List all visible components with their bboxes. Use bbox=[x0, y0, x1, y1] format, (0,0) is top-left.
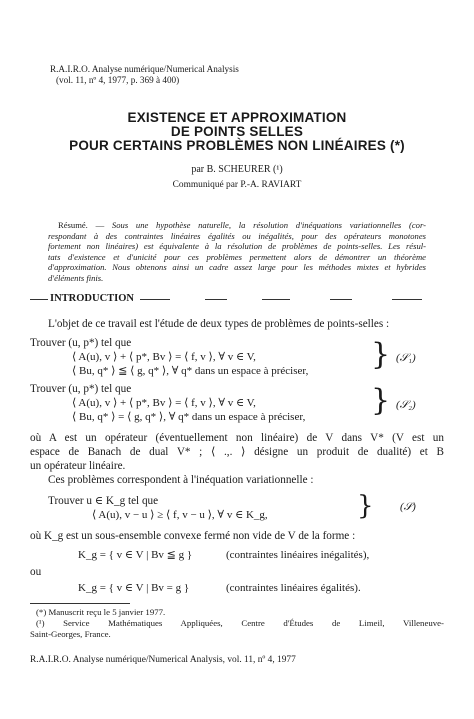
section-rule-left bbox=[30, 299, 48, 300]
problem1-eq1: ⟨ A(u), v ⟩ + ⟨ p*, Bv ⟩ = ⟨ f, v ⟩, ∀ v ∈ V, bbox=[72, 351, 256, 363]
journal-header-line2: (vol. 11, nº 4, 1977, p. 369 à 400) bbox=[56, 75, 180, 85]
footnote-1: (*) Manuscrit reçu le 5 janvier 1977. bbox=[36, 607, 166, 617]
intro-sentence: L'objet de ce travail est l'étude de deux types de problèmes de points-selles : bbox=[48, 318, 390, 330]
section-rule-dash bbox=[262, 299, 290, 300]
section-rule-dash bbox=[330, 299, 352, 300]
abstract-line bbox=[48, 220, 426, 231]
problem3-tag: (𝒮) bbox=[400, 501, 416, 513]
abstract-label: Résumé. — bbox=[58, 220, 105, 230]
problem2-brace: } bbox=[371, 383, 391, 418]
body-line: où A est un opérateur (éventuellement non linéaire) de V dans V* (V est un bbox=[30, 432, 444, 444]
communicated-by: Communiqué par P.-A. RAVIART bbox=[172, 180, 302, 190]
page-footer: R.A.I.R.O. Analyse numérique/Numerical Analysis, vol. 11, nº 4, 1977 bbox=[30, 655, 296, 665]
body-line: un opérateur linéaire. bbox=[30, 460, 126, 472]
section-rule-dash bbox=[140, 299, 170, 300]
problem2-eq1: ⟨ A(u), v ⟩ + ⟨ p*, Bv ⟩ = ⟨ f, v ⟩, ∀ v ∈ V, bbox=[72, 397, 256, 409]
problem1-tag: (𝒮₁) bbox=[396, 352, 416, 364]
abstract-text: Sous une hypothèse naturelle, la résolution d'inéquations variationnelles (cor- bbox=[111, 220, 427, 230]
problem1-find: Trouver (u, p*) tel que bbox=[30, 337, 132, 349]
or-word: ou bbox=[30, 566, 42, 578]
body-line: espace de Banach de dual V* ; ⟨ .,. ⟩ désigne un produit de dualité) et B bbox=[30, 446, 444, 458]
problem3-find: Trouver u ∈ K_g tel que bbox=[48, 495, 159, 507]
section-title: INTRODUCTION bbox=[50, 293, 135, 304]
problem2-find: Trouver (u, p*) tel que bbox=[30, 383, 132, 395]
kg-inequality: K_g = { v ∈ V | Bv ≦ g } bbox=[78, 549, 193, 561]
footnote-rule bbox=[30, 603, 130, 604]
body-line: où K_g est un sous-ensemble convexe fermé non vide de V de la forme : bbox=[30, 530, 356, 542]
footnote-2-line1: (¹) Service Mathématiques Appliquées, Centre d'Études de Limeil, Villeneuve- bbox=[36, 618, 444, 628]
abstract-line: d'éléments finis. bbox=[48, 272, 104, 283]
title-line2: DE POINTS SELLES bbox=[170, 124, 304, 139]
problem3-eq1: ⟨ A(u), v − u ⟩ ≥ ⟨ f, v − u ⟩, ∀ v ∈ K_g, bbox=[92, 509, 268, 521]
author-line: par B. SCHEURER (¹) bbox=[191, 164, 283, 175]
abstract-line: fortement non linéaires) est équivalente à la résolution de problèmes de points-selles. Les résul- bbox=[48, 241, 426, 252]
title-line1: EXISTENCE ET APPROXIMATION bbox=[127, 110, 347, 125]
abstract-block bbox=[48, 220, 426, 284]
problem1-brace: } bbox=[371, 337, 391, 372]
abstract-line: tats d'existence et d'unicité pour ces problèmes permettent alors de démontrer un théorème bbox=[48, 251, 426, 262]
section-rule-dash bbox=[392, 299, 422, 300]
abstract-line: respondant à des contraintes linéaires égalités ou inégalités, pour des opérateurs monotones bbox=[48, 230, 426, 241]
problem2-eq2: ⟨ Bu, q* ⟩ = ⟨ g, q* ⟩, ∀ q* dans un espace à préciser, bbox=[72, 411, 306, 423]
kg-equality: K_g = { v ∈ V | Bv = g } bbox=[78, 582, 190, 594]
problem2-tag: (𝒮₂) bbox=[396, 399, 416, 411]
title-line3: POUR CERTAINS PROBLÈMES NON LINÉAIRES (*) bbox=[69, 138, 405, 153]
journal-header-line1: R.A.I.R.O. Analyse numérique/Numerical Analysis bbox=[50, 64, 239, 74]
section-rule-dash bbox=[205, 299, 227, 300]
abstract-line: d'approximation. Nous obtenons ainsi un cadre assez large pour les méthodes mixtes et hybrides bbox=[48, 262, 426, 273]
problem3-brace: } bbox=[357, 491, 374, 521]
kg-equality-note: (contraintes linéaires égalités). bbox=[226, 582, 361, 594]
body-line: Ces problèmes correspondent à l'inéquation variationnelle : bbox=[48, 474, 314, 486]
problem1-eq2: ⟨ Bu, q* ⟩ ≦ ⟨ g, q* ⟩, ∀ q* dans un espace à préciser, bbox=[72, 365, 309, 377]
kg-inequality-note: (contraintes linéaires inégalités), bbox=[226, 549, 370, 561]
footnote-2-line2: Saint-Georges, France. bbox=[30, 629, 111, 639]
